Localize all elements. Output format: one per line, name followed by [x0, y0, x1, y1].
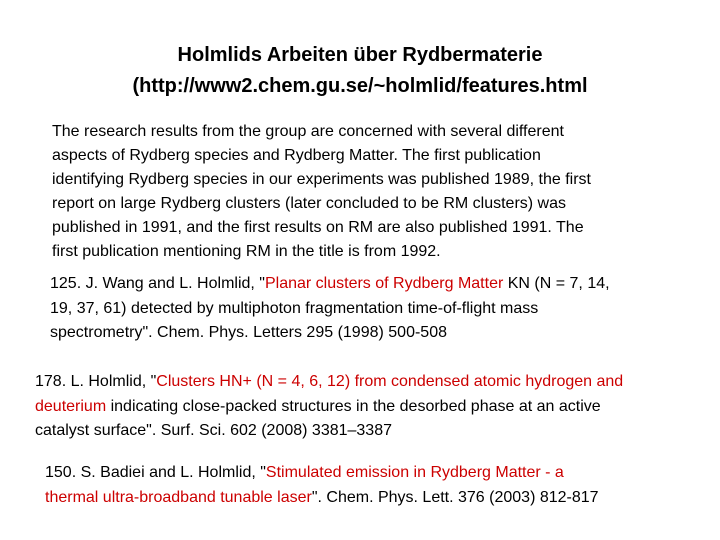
reference-line: 19, 37, 61) detected by multiphoton fragmentation time-of-flight mass [50, 299, 539, 317]
reference-text: KN (N = 7, 14, [503, 275, 610, 292]
reference-line [45, 461, 705, 486]
reference-title-link[interactable]: thermal ultra-broadband tunable laser [45, 488, 312, 506]
intro-line: identifying Rydberg species in our experiments was published 1989, the first [52, 171, 591, 188]
intro-line: aspects of Rydberg species and Rydberg Matter. The first publication [52, 147, 541, 164]
reference-title-link[interactable]: Stimulated emission in Rydberg Matter - a [265, 464, 564, 481]
reference-line: catalyst surface". Surf. Sci. 602 (2008) 3381–3387 [35, 422, 392, 439]
reference-line [45, 486, 705, 511]
intro-line: first publication mentioning RM in the title is from 1992. [52, 243, 441, 260]
reference-line [50, 272, 700, 297]
reference-title-link[interactable]: Planar clusters of Rydberg Matter [264, 275, 504, 292]
reference-line: spectrometry". Chem. Phys. Letters 295 (1998) 500-508 [50, 324, 447, 341]
intro-paragraph [52, 120, 702, 264]
reference-line [35, 370, 715, 395]
reference-title-link[interactable]: Clusters HN+ (N = 4, 6, 12) from condensed atomic hydrogen and [156, 373, 624, 390]
reference-title-link[interactable]: deuterium [35, 397, 107, 415]
reference-178 [35, 370, 715, 444]
reference-125 [50, 272, 700, 346]
reference-text: indicating close-packed structures in the desorbed phase at an active [106, 397, 601, 415]
reference-line [35, 395, 715, 420]
reference-150 [45, 461, 705, 510]
reference-text: ". Chem. Phys. Lett. 376 (2003) 812-817 [311, 488, 599, 506]
title-line-2: (http://www2.chem.gu.se/~holmlid/features.html [132, 75, 588, 97]
intro-line: report on large Rydberg clusters (later concluded to be RM clusters) was [52, 195, 566, 212]
page-title [0, 40, 720, 102]
intro-line: published in 1991, and the first results on RM are also published 1991. The [52, 219, 584, 236]
reference-prefix: 125. J. Wang and L. Holmlid, " [50, 275, 265, 292]
title-line-1: Holmlids Arbeiten über Rydbermaterie [177, 44, 543, 66]
reference-prefix: 178. L. Holmlid, " [35, 373, 157, 390]
reference-prefix: 150. S. Badiei and L. Holmlid, " [45, 464, 266, 481]
intro-line: The research results from the group are concerned with several different [52, 123, 564, 140]
